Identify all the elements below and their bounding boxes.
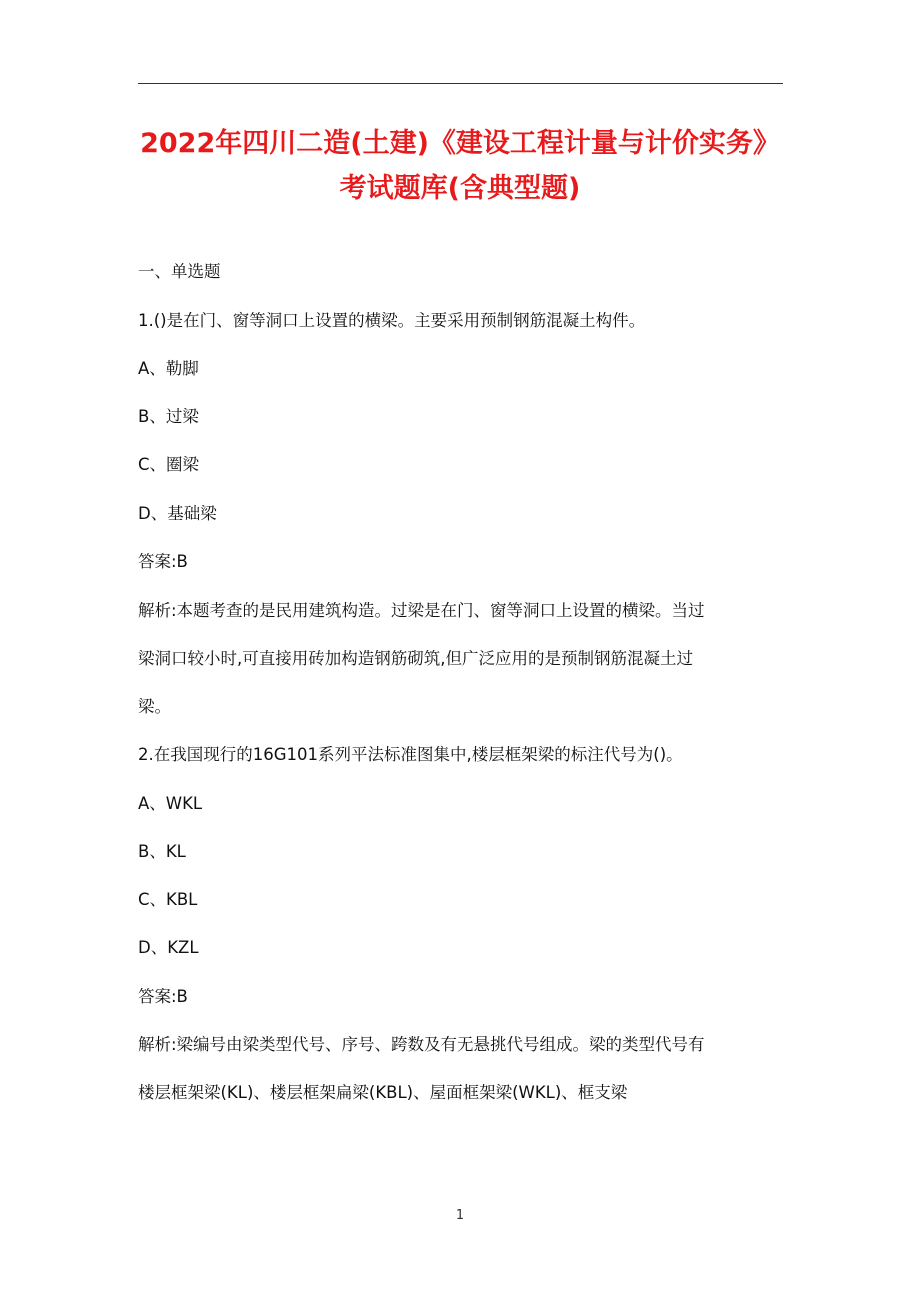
question-1-option-c: C、圈梁	[138, 455, 200, 474]
question-1-option-a: A、勒脚	[138, 359, 199, 378]
section-heading: 一、单选题	[138, 262, 221, 281]
question-1-analysis-line-1: 解析:本题考查的是民用建筑构造。过梁是在门、窗等洞口上设置的横梁。当过	[138, 601, 705, 620]
question-1-option-d: D、基础梁	[138, 504, 217, 523]
question-2-option-c: C、KBL	[138, 890, 198, 909]
question-2-analysis-line-1: 解析:梁编号由梁类型代号、序号、跨数及有无悬挑代号组成。梁的类型代号有	[138, 1035, 705, 1054]
document-title-line-1: 2022年四川二造(土建)《建设工程计量与计价实务》	[140, 128, 780, 159]
question-2-option-b: B、KL	[138, 842, 186, 861]
question-2-option-a: A、WKL	[138, 794, 203, 813]
question-1-stem: 1.()是在门、窗等洞口上设置的横梁。主要采用预制钢筋混凝土构件。	[138, 311, 646, 330]
question-2-analysis-line-2: 楼层框架梁(KL)、楼层框架扁梁(KBL)、屋面框架梁(WKL)、框支梁	[138, 1083, 628, 1102]
page-number: 1	[455, 1208, 465, 1223]
question-1-option-b: B、过梁	[138, 407, 199, 426]
question-2-stem: 2.在我国现行的16G101系列平法标准图集中,楼层框架梁的标注代号为()。	[138, 745, 683, 764]
question-2-option-d: D、KZL	[138, 938, 199, 957]
question-1-analysis-line-2: 梁洞口较小时,可直接用砖加构造钢筋砌筑,但广泛应用的是预制钢筋混凝土过	[138, 649, 693, 668]
question-2-answer: 答案:B	[138, 987, 188, 1006]
question-1-answer: 答案:B	[138, 552, 188, 571]
document-title-line-2: 考试题库(含典型题)	[339, 173, 581, 204]
header-rule	[138, 83, 783, 84]
question-1-analysis-line-3: 梁。	[138, 697, 171, 716]
